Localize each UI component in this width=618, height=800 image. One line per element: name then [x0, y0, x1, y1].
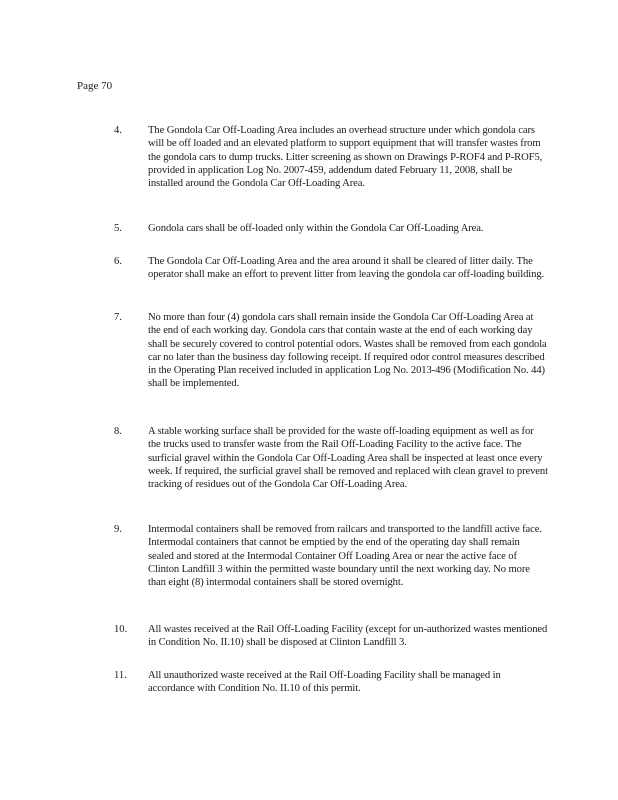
condition-text: A stable working surface shall be provided for the waste off-loading equipment as well as for the trucks used to transfer waste from the Rail Off-Loading Facility to the active face. The surficial gravel within the Gondola Car Off-Loading Area shall be inspected at least once every week. If required, the surficial gravel shall be removed and replaced with clean gravel to prevent tracking of residues out of the Gondola Car Off-Loading Area. — [148, 426, 548, 491]
condition-text: No more than four (4) gondola cars shall remain inside the Gondola Car Off-Loading Area at the end of each working day. Gondola cars that contain waste at the end of each working day shall be securely covered to control potential odors. Wastes shall be removed from each gondola car no later than the business day following receipt. If required odor control measures described in the Operating Plan received included in application Log No. 2013-496 (Modification No. 44) shall be implemented. — [148, 312, 547, 390]
condition-text: Gondola cars shall be off-loaded only within the Gondola Car Off-Loading Area. — [148, 223, 484, 234]
condition-number: 8. — [114, 426, 122, 437]
page-number: Page 70 — [77, 80, 113, 92]
condition-number: 4. — [114, 125, 122, 136]
condition-number: 7. — [114, 312, 122, 323]
condition-number: 10. — [114, 624, 128, 635]
condition-number: 9. — [114, 524, 122, 535]
condition-number: 5. — [114, 223, 122, 234]
condition-number: 11. — [114, 670, 127, 681]
condition-text: All unauthorized waste received at the Rail Off-Loading Facility shall be managed in accordance with Condition No. II.10 of this permit. — [148, 670, 501, 695]
condition-text: Intermodal containers shall be removed from railcars and transported to the landfill active face. Intermodal containers that cannot be emptied by the end of the operating day shall remain sealed and stored at the Intermodal Container Off Loading Area or near the active face of Clinton Landfill 3 within the permitted waste boundary until the next working day. No more than eight (8) intermodal containers shall be stored overnight. — [148, 524, 542, 589]
condition-text: The Gondola Car Off-Loading Area includes an overhead structure under which gondola cars will be off loaded and an elevated platform to support equipment that will transfer wastes from the gondola cars to dump trucks. Litter screening as shown on Drawings P-ROF4 and P-ROF5, provided in application Log No. 2007-459, addendum dated February 11, 2008, shall be installed around the Gondola Car Off-Loading Area. — [148, 125, 543, 190]
condition-number: 6. — [114, 256, 122, 267]
condition-text: All wastes received at the Rail Off-Loading Facility (except for un-authorized wastes mentioned in Condition No. II.10) shall be disposed at Clinton Landfill 3. — [148, 624, 548, 649]
condition-text: The Gondola Car Off-Loading Area and the area around it shall be cleared of litter daily. The operator shall make an effort to prevent litter from leaving the gondola car off-loading building. — [148, 256, 545, 281]
